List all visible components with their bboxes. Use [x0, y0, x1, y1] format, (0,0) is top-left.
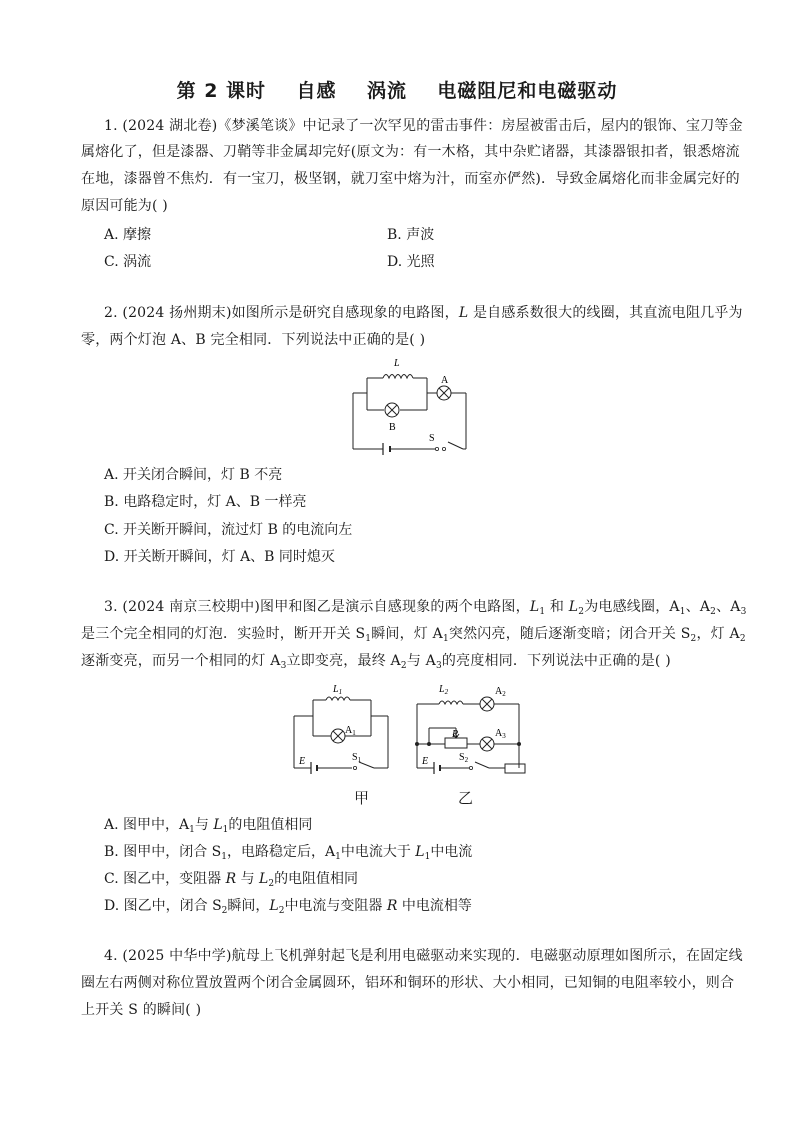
question-3-circuit-jia [286, 680, 398, 780]
svg-text:R: R [452, 729, 459, 740]
svg-text:L2: $L_2$ [439, 684, 449, 696]
question-2-option-b[interactable]: B. 电路稳定时，灯 A、B 一样亮 [104, 494, 307, 510]
question-2-text-line: 2. (2024 扬州期末)如图所示是研究自感现象的电路图，L 是自感系数很大的线圈，其直流电阻几乎为 [104, 305, 743, 321]
question-2-circuit-diagram [340, 354, 470, 458]
question-1-option-a[interactable]: A. 摩擦 [104, 227, 152, 243]
svg-text:E: E [422, 756, 429, 767]
label-L: L [394, 358, 400, 369]
question-1-option-d[interactable]: D. 光照 [387, 254, 435, 270]
question-3-option-b[interactable]: B. 图甲中，闭合 $S_1$，电路稳定后，$A_1$中电流大于 $L_1$中电流 [104, 844, 473, 862]
label-A: A [441, 375, 449, 386]
label-B: B [389, 422, 396, 433]
svg-text:E: E [299, 756, 306, 767]
question-3-text-line: 逐渐变亮，而另一个相同的灯 $A_3$立即变亮，最终 $A_2$与 $A_3$的亮度相同．下列说法中正确的是( ) [81, 653, 671, 671]
question-1-option-c[interactable]: C. 涡流 [104, 254, 152, 270]
question-4-text-line: 4. (2025 中华中学)航母上飞机弹射起飞是利用电磁驱动来实现的．电磁驱动原理如图所示，在固定线 [104, 948, 743, 964]
svg-text:L1: $L_1$ [333, 684, 343, 696]
question-3-text-line: 3. (2024 南京三校期中)图甲和图乙是演示自感现象的两个电路图，$L_1$ 和 $L_2$为电感线圈，$A_1$、$A_2$、$A_3$ [104, 599, 747, 617]
svg-text:A3: $A_3$ [495, 728, 506, 740]
question-2-option-c[interactable]: C. 开关断开瞬间，流过灯 B 的电流向左 [104, 522, 353, 538]
question-1-option-b[interactable]: B. 声波 [387, 227, 435, 243]
svg-text:S1: $S_1$ [352, 752, 362, 764]
question-4-text-line: 上开关 S 的瞬间( ) [81, 1002, 202, 1018]
question-3-option-c[interactable]: C. 图乙中，变阻器 R 与 $L_2$的电阻值相同 [104, 871, 359, 889]
label-S: S [429, 433, 435, 444]
question-1-text-line: 属熔化了，但是漆器、刀鞘等非金属却完好(原文为：有一木格，其中杂贮诸器，其漆器银扣者，银悉熔流 [81, 144, 740, 160]
question-1-text-line: 在地，漆器曾不焦灼．有一宝刀，极坚钢，就刀室中熔为汁，而室亦俨然)．导致金属熔化而非金属完好的 [81, 171, 740, 187]
question-2-option-d[interactable]: D. 开关断开瞬间，灯 A、B 同时熄灭 [104, 549, 335, 565]
question-3-option-d[interactable]: D. 图乙中，闭合 $S_2$瞬间，$L_2$中电流与变阻器 R 中电流相等 [104, 898, 472, 916]
question-2-option-a[interactable]: A. 开关闭合瞬间，灯 B 不亮 [104, 467, 283, 483]
figure-caption-yi: 乙 [458, 789, 474, 807]
question-3-circuit-yi [409, 680, 533, 780]
svg-text:A1: $A_1$ [345, 725, 356, 737]
figure-caption-jia: 甲 [354, 789, 370, 807]
question-3-text-line: 是三个完全相同的灯泡．实验时，断开开关 $S_1$瞬间，灯 $A_1$突然闪亮，随后逐渐变暗；闭合开关 $S_2$，灯 $A_2$ [81, 626, 746, 644]
svg-text:A2: $A_2$ [495, 686, 506, 698]
page-title: 第 2 课时 自感 涡流 电磁阻尼和电磁驱动 [176, 80, 618, 102]
question-1-text-line: 原因可能为( ) [81, 198, 168, 214]
svg-text:S2: $S_2$ [459, 752, 469, 764]
question-3-option-a[interactable]: A. 图甲中，$A_1$与 $L_1$的电阻值相同 [104, 817, 313, 835]
question-1-text-line: 1. (2024 湖北卷)《梦溪笔谈》中记录了一次罕见的雷击事件：房屋被雷击后，屋内的银饰、宝刀等金 [104, 118, 743, 134]
question-2-text-line: 零，两个灯泡 A、B 完全相同．下列说法中正确的是( ) [81, 332, 426, 348]
question-4-text-line: 圈左右两侧对称位置放置两个闭合金属圆环，铝环和铜环的形状、大小相同，已知铜的电阻率较小，则合 [81, 975, 735, 991]
